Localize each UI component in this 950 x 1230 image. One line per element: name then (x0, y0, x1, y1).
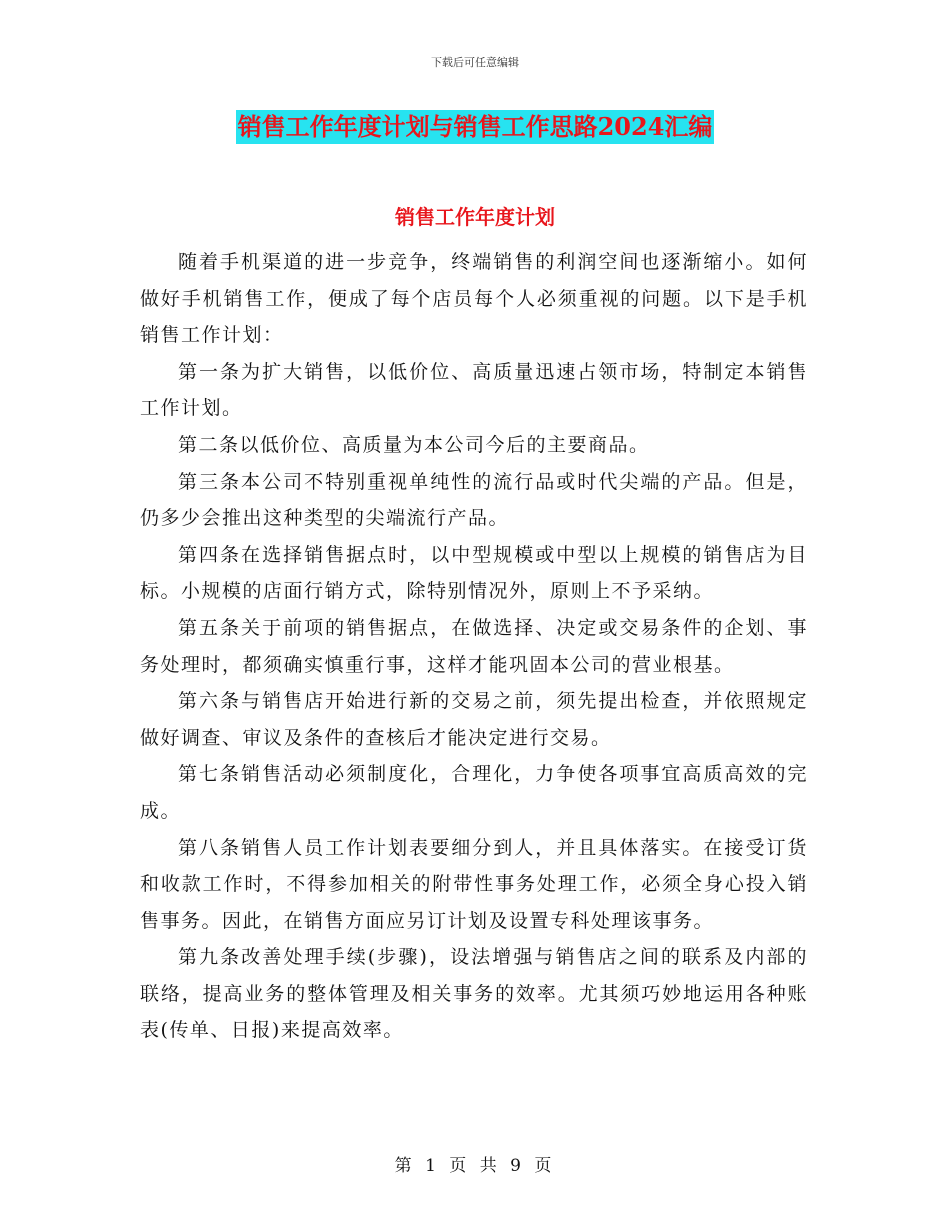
section-title: 销售工作年度计划 (395, 205, 555, 229)
paragraph: 第七条销售活动必须制度化，合理化，力争使各项事宜高质高效的完成。 (140, 763, 808, 822)
paragraph: 随着手机渠道的进一步竞争，终端销售的利润空间也逐渐缩小。如何做好手机销售工作，便成了每个店员每个人必须重视的问题。以下是手机销售工作计划： (140, 251, 808, 347)
paragraph: 第三条本公司不特别重视单纯性的流行品或时代尖端的产品。但是，仍多少会推出这种类型的尖端流行产品。 (140, 470, 808, 530)
paragraph: 第四条在选择销售据点时，以中型规模或中型以上规模的销售店为目标。小规模的店面行销方式，除特别情况外，原则上不予采纳。 (140, 543, 808, 603)
document-body (140, 244, 808, 1049)
paragraph: 第九条改善处理手续(步骤)，设法增强与销售店之间的联系及内部的联络，提高业务的整体管理及相关事务的效率。尤其须巧妙地运用各种账表(传单、日报)来提高效率。 (140, 946, 808, 1042)
paragraph: 第二条以低价位、高质量为本公司今后的主要商品。 (178, 433, 650, 456)
paragraph: 第六条与销售店开始进行新的交易之前，须先提出检查，并依照规定做好调查、审议及条件的查核后才能决定进行交易。 (140, 690, 808, 749)
document-title: 销售工作年度计划与销售工作思路2024汇编 (236, 110, 715, 144)
page-footer: 第 1 页 共 9 页 (394, 1156, 556, 1176)
paragraph: 第一条为扩大销售，以低价位、高质量迅速占领市场，特制定本销售工作计划。 (140, 360, 808, 420)
paragraph: 第五条关于前项的销售据点，在做选择、决定或交易条件的企划、事务处理时，都须确实慎重行事，这样才能巩固本公司的营业根基。 (140, 616, 808, 676)
title-container (0, 110, 950, 144)
header-note: 下载后可任意编辑 (431, 56, 519, 69)
paragraph: 第八条销售人员工作计划表要细分到人，并且具体落实。在接受订货和收款工作时，不得参加相关的附带性事务处理工作，必须全身心投入销售事务。因此，在销售方面应另订计划及设置专科处理该事务。 (140, 836, 808, 932)
